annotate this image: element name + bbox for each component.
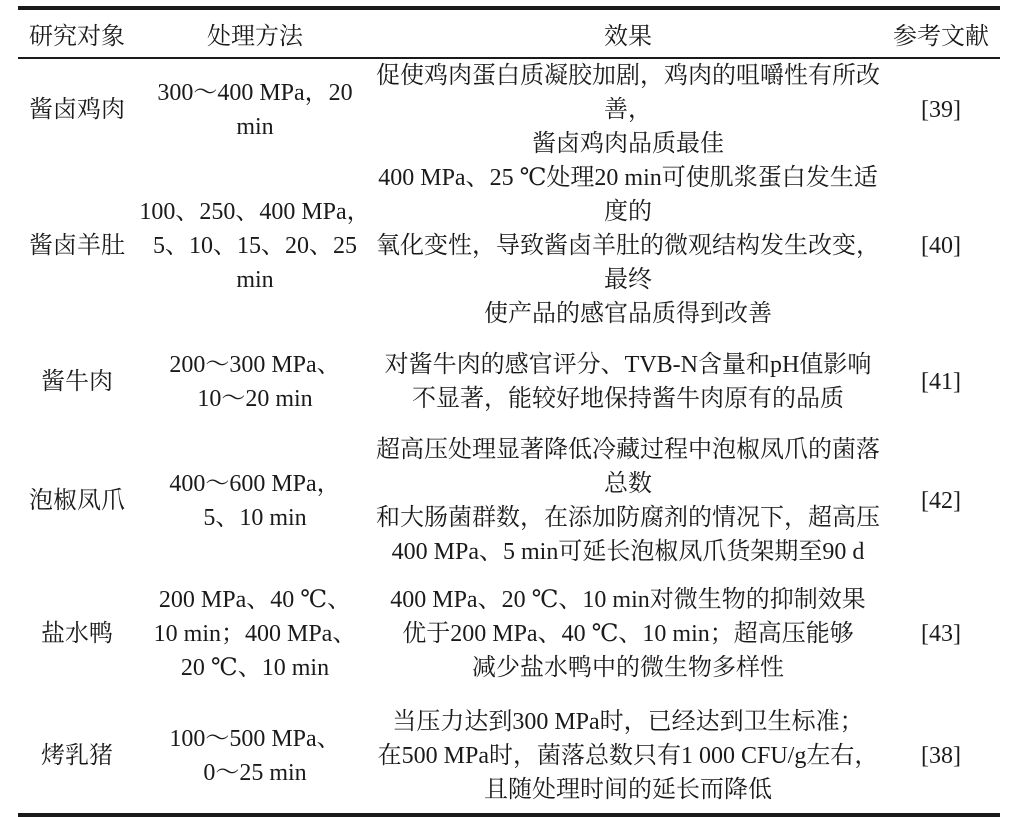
cell-reference: [38] — [882, 699, 1000, 815]
cell-effect: 400 MPa、20 ℃、10 min对微生物的抑制效果 优于200 MPa、40 ℃、10 min；超高压能够 减少盐水鸭中的微生物多样性 — [390, 587, 866, 681]
cell-subject: 烤乳猪 — [18, 699, 136, 815]
cell-method: 100、250、400 MPa， 5、10、15、20、25 min — [139, 199, 371, 293]
cell-effect: 超高压处理显著降低冷藏过程中泡椒凤爪的菌落总数 和大肠菌群数，在添加防腐剂的情况下，超高压 400 MPa、5 min可延长泡椒凤爪货架期至90 d — [376, 437, 880, 565]
header-effect: 效果 — [374, 8, 882, 58]
cell-method: 200 MPa、40 ℃、 10 min；400 MPa、 20 ℃、10 min — [153, 587, 357, 681]
cell-subject: 泡椒凤爪 — [29, 488, 125, 514]
cell-method: 200～300 MPa、 10～20 min — [169, 352, 341, 412]
header-subject: 研究对象 — [18, 8, 136, 58]
cell-effect: 当压力达到300 MPa时，已经达到卫生标准； 在500 MPa时，菌落总数只有1 000 CFU/g左右， 且随处理时间的延长而降低 — [374, 699, 882, 815]
cell-reference: [40] — [921, 233, 961, 259]
cell-subject: 酱卤羊肚 — [29, 233, 125, 259]
cell-method: 100～500 MPa、 0～25 min — [136, 699, 374, 815]
table-row — [18, 331, 1000, 433]
cell-subject: 酱牛肉 — [41, 369, 113, 395]
cell-effect: 400 MPa、25 ℃处理20 min可使肌浆蛋白发生适度的 氧化变性，导致酱卤羊肚的微观结构发生改变，最终 使产品的感官品质得到改善 — [376, 165, 880, 327]
header-method: 处理方法 — [136, 8, 374, 58]
table-row — [18, 699, 1000, 815]
cell-effect: 对酱牛肉的感官评分、TVB-N含量和pH值影响 不显著，能较好地保持酱牛肉原有的品质 — [384, 352, 872, 412]
cell-reference: [41] — [921, 369, 961, 395]
cell-reference: [42] — [921, 488, 961, 514]
data-table-container — [18, 6, 1000, 817]
table-row — [18, 161, 1000, 331]
treatment-effects-table — [18, 6, 1000, 817]
table-header — [18, 8, 1000, 58]
cell-effect: 促使鸡肉蛋白质凝胶加剧，鸡肉的咀嚼性有所改善， 酱卤鸡肉品质最佳 — [376, 63, 880, 157]
header-row — [18, 8, 1000, 58]
cell-subject: 酱卤鸡肉 — [29, 97, 125, 123]
table-body — [18, 58, 1000, 815]
table-row — [18, 569, 1000, 699]
table-row — [18, 58, 1000, 161]
cell-reference: [39] — [921, 97, 961, 123]
cell-method: 300～400 MPa，20 min — [157, 80, 353, 140]
table-row — [18, 433, 1000, 569]
cell-reference: [43] — [921, 621, 961, 647]
header-reference: 参考文献 — [882, 8, 1000, 58]
cell-method: 400～600 MPa， 5、10 min — [169, 471, 341, 531]
cell-subject: 盐水鸭 — [41, 621, 113, 647]
